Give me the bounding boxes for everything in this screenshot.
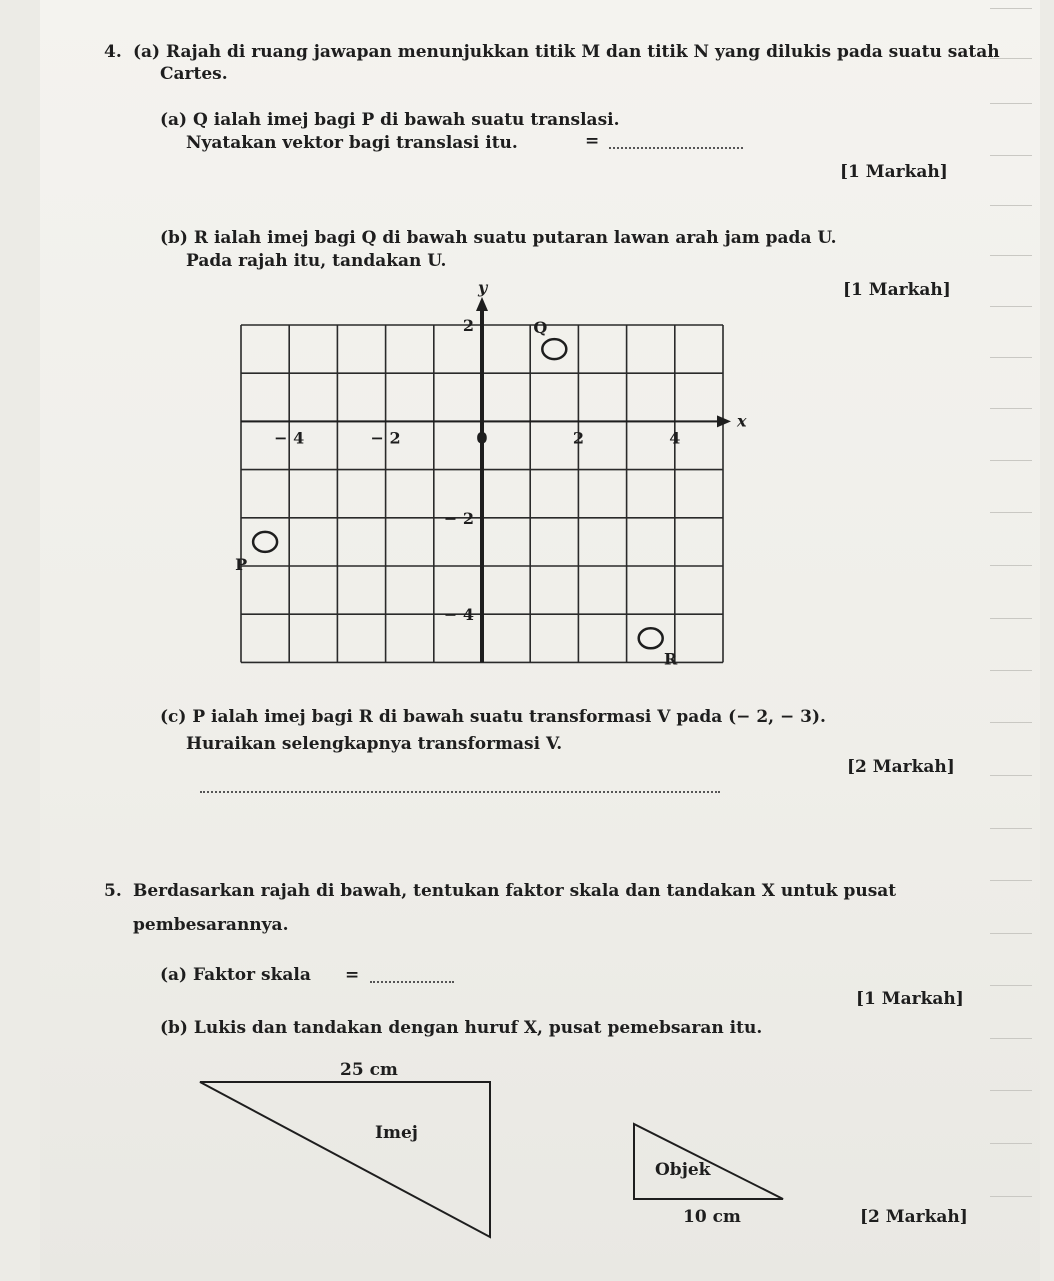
- point-label-P: P: [235, 554, 248, 574]
- x-tick-label: 4: [669, 428, 681, 448]
- part-b-line2: Pada rajah itu, tandakan U.: [186, 251, 447, 271]
- x-tick-label: 2: [572, 428, 584, 448]
- object-length-label: 10 cm: [683, 1207, 741, 1227]
- part-a-marks: [1 Markah]: [840, 162, 948, 182]
- point-P: [253, 532, 277, 552]
- part-c-line1: (c) P ialah imej bagi R di bawah suatu transformasi V pada (− 2, − 3).: [160, 707, 826, 727]
- image-label: Imej: [375, 1123, 418, 1143]
- point-label-Q: Q: [533, 318, 548, 338]
- point-Q: [542, 339, 566, 359]
- x-axis-arrow: [717, 415, 731, 427]
- x-tick-label: − 4: [274, 428, 305, 448]
- y-tick-label: − 2: [443, 508, 474, 528]
- point-R: [639, 628, 663, 648]
- question-4-intro-line2: Cartes.: [160, 64, 228, 84]
- y-axis-arrow: [476, 297, 488, 311]
- part-b-marks: [1 Markah]: [843, 280, 951, 300]
- part-b-line1: (b) R ialah imej bagi Q di bawah suatu putaran lawan arah jam pada U.: [160, 228, 837, 248]
- point-label-R: R: [664, 649, 678, 669]
- part-c-line2: Huraikan selengkapnya transformasi V.: [186, 734, 563, 754]
- q5-part-b-marks: [2 Markah]: [860, 1207, 968, 1227]
- q5-part-a-marks: [1 Markah]: [856, 989, 964, 1009]
- question-5-line1: Berdasarkan rajah di bawah, tentukan faktor skala dan tandakan X untuk pusat: [133, 881, 897, 901]
- x-tick-label: − 2: [370, 428, 401, 448]
- part-a-line1: (a) Q ialah imej bagi P di bawah suatu translasi.: [160, 110, 620, 130]
- q5-part-a-label: (a) Faktor skala: [160, 965, 311, 985]
- question-5-number: 5.: [104, 881, 122, 901]
- q5-part-a-equals: =: [345, 965, 360, 985]
- part-a-line2: Nyatakan vektor bagi translasi itu.: [186, 133, 518, 153]
- question-4-intro-line1: (a) Rajah di ruang jawapan menunjukkan titik M dan titik N yang dilukis pada suatu satah: [133, 42, 1000, 62]
- question-5-line2: pembesarannya.: [133, 915, 289, 935]
- q5-part-a-answer-blank[interactable]: [370, 981, 454, 983]
- object-label: Objek: [655, 1160, 711, 1180]
- question-4-number: 4.: [104, 42, 122, 62]
- image-length-label: 25 cm: [340, 1060, 398, 1080]
- x-tick-label: 0: [476, 428, 488, 448]
- y-axis-label: y: [478, 278, 488, 297]
- part-c-answer-blank[interactable]: [200, 791, 720, 793]
- y-tick-label: 2: [462, 316, 474, 335]
- q5-part-b-line: (b) Lukis dan tandakan dengan huruf X, pusat pemebsaran itu.: [160, 1018, 763, 1038]
- y-tick-label: − 4: [443, 605, 474, 625]
- part-a-equals: =: [585, 131, 600, 151]
- part-c-marks: [2 Markah]: [847, 757, 955, 777]
- x-axis-label: x: [737, 411, 747, 431]
